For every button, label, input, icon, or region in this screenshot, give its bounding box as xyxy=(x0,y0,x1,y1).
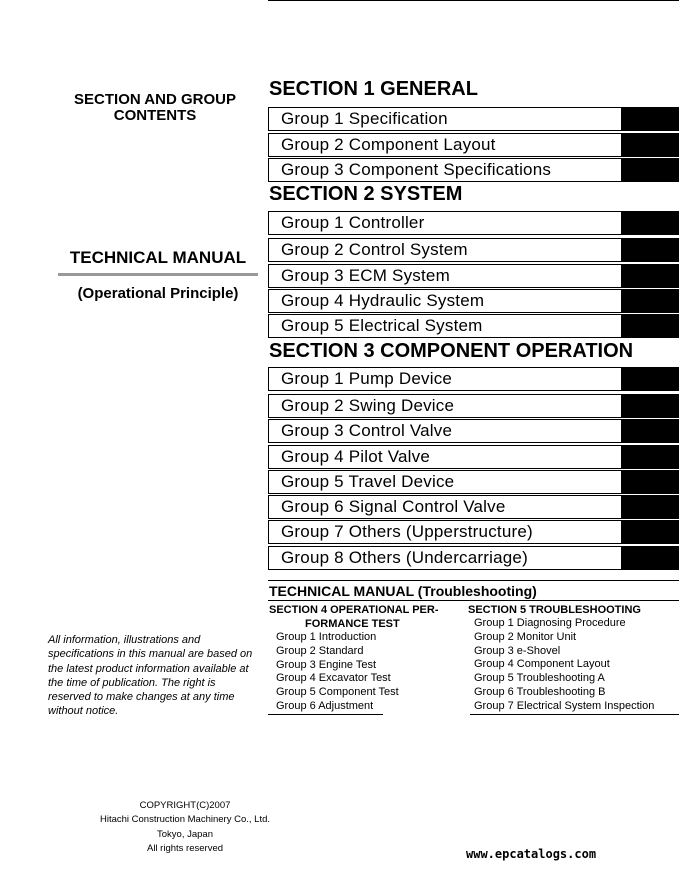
copyright-line: All rights reserved xyxy=(146,842,224,854)
thumb-tab xyxy=(621,211,679,235)
section-2-group-3[interactable] xyxy=(268,264,679,288)
group-label: Group 1 Pump Device xyxy=(281,369,453,388)
list-item[interactable]: Group 5 Component Test xyxy=(276,686,399,699)
group-label: Group 3 Control Valve xyxy=(281,421,453,440)
thumb-tab xyxy=(621,394,679,418)
section-4-heading-line2: FORMANCE TEST xyxy=(305,618,400,630)
copyright-block xyxy=(60,799,310,856)
contents-title-line1: SECTION AND GROUP xyxy=(74,91,236,108)
website-url[interactable]: www.epcatalogs.com xyxy=(466,847,597,861)
thumb-tab xyxy=(621,158,679,182)
disclaimer: All information, illustrations and specifications in this manual are based on the latest product information available at the time of publication. The right is reserved to make changes at any time without notice. xyxy=(48,634,253,718)
manual-title-rule xyxy=(58,273,258,276)
manual-title: TECHNICAL MANUAL xyxy=(69,248,247,267)
section-4-heading xyxy=(269,603,454,631)
group-label: Group 3 Component Specifications xyxy=(281,160,552,179)
thumb-tab xyxy=(621,238,679,262)
thumb-tab xyxy=(621,289,679,313)
manual-subtitle: (Operational Principle) xyxy=(77,285,239,302)
section-4-heading-line1: SECTION 4 OPERATIONAL PER- xyxy=(269,604,439,616)
section-3-group-4[interactable] xyxy=(268,445,679,469)
troubleshooting-top-rule xyxy=(268,580,679,581)
section-2-group-1[interactable] xyxy=(268,211,679,235)
copyright-line: Hitachi Construction Machinery Co., Ltd. xyxy=(99,814,271,826)
thumb-tab xyxy=(621,419,679,443)
group-label: Group 5 Electrical System xyxy=(281,316,483,335)
section-5-heading: SECTION 5 TROUBLESHOOTING xyxy=(468,604,641,616)
group-label: Group 8 Others (Undercarriage) xyxy=(281,548,528,567)
section-5-bottom-rule xyxy=(470,714,679,715)
list-item[interactable]: Group 4 Component Layout xyxy=(474,658,610,671)
thumb-tab xyxy=(621,520,679,544)
list-item[interactable]: Group 2 Standard xyxy=(276,644,364,657)
group-label: Group 1 Specification xyxy=(281,109,448,128)
section-4-bottom-rule xyxy=(268,714,383,715)
thumb-tab xyxy=(621,133,679,157)
thumb-tab xyxy=(621,445,679,469)
group-label: Group 3 ECM System xyxy=(281,266,450,285)
copyright-line: COPYRIGHT(C)2007 xyxy=(139,800,231,811)
thumb-tab xyxy=(621,314,679,338)
list-item[interactable]: Group 4 Excavator Test xyxy=(276,672,391,685)
list-item[interactable]: Group 7 Electrical System Inspection xyxy=(474,699,655,712)
top-rule xyxy=(268,0,679,1)
list-item[interactable]: Group 6 Adjustment xyxy=(276,699,374,712)
section-2-group-2[interactable] xyxy=(268,238,679,262)
group-label: Group 1 Controller xyxy=(281,213,425,232)
section-3-group-3[interactable] xyxy=(268,419,679,443)
group-label: Group 7 Others (Upperstructure) xyxy=(281,522,533,541)
thumb-tab xyxy=(621,495,679,519)
section-1-group-1[interactable] xyxy=(268,107,679,131)
section-3-group-8[interactable] xyxy=(268,546,679,570)
contents-title xyxy=(50,92,260,124)
section-3-group-5[interactable] xyxy=(268,470,679,494)
section-2-title: SECTION 2 SYSTEM xyxy=(269,183,463,205)
thumb-tab xyxy=(621,470,679,494)
troubleshooting-title-rule xyxy=(268,600,679,601)
section-2-group-4[interactable] xyxy=(268,289,679,313)
copyright-line: Tokyo, Japan xyxy=(157,828,213,840)
contents-title-line2: CONTENTS xyxy=(113,107,197,124)
thumb-tab xyxy=(621,367,679,391)
list-item[interactable]: Group 3 Engine Test xyxy=(276,658,377,671)
list-item[interactable]: Group 2 Monitor Unit xyxy=(474,630,577,643)
list-item[interactable]: Group 5 Troubleshooting A xyxy=(474,672,605,685)
thumb-tab xyxy=(621,546,679,570)
list-item[interactable]: Group 3 e-Shovel xyxy=(474,644,561,657)
group-label: Group 4 Hydraulic System xyxy=(281,291,485,310)
section-1-group-3[interactable] xyxy=(268,158,679,182)
section-3-title: SECTION 3 COMPONENT OPERATION xyxy=(269,340,634,362)
section-3-group-1[interactable] xyxy=(268,367,679,391)
section-2-group-5[interactable] xyxy=(268,314,679,338)
section-3-group-6[interactable] xyxy=(268,495,679,519)
list-item[interactable]: Group 1 Introduction xyxy=(276,631,377,643)
section-5-group-list xyxy=(474,617,654,714)
list-item[interactable]: Group 6 Troubleshooting B xyxy=(474,685,606,698)
group-label: Group 2 Control System xyxy=(281,240,468,259)
section-3-group-2[interactable] xyxy=(268,394,679,418)
group-label: Group 5 Travel Device xyxy=(281,472,455,491)
group-label: Group 6 Signal Control Valve xyxy=(281,497,506,516)
list-item[interactable]: Group 1 Diagnosing Procedure xyxy=(474,617,626,629)
group-label: Group 2 Component Layout xyxy=(281,135,496,154)
troubleshooting-title: TECHNICAL MANUAL (Troubleshooting) xyxy=(269,583,537,599)
section-3-group-7[interactable] xyxy=(268,520,679,544)
section-4-group-list xyxy=(276,631,399,714)
thumb-tab xyxy=(621,264,679,288)
section-1-title: SECTION 1 GENERAL xyxy=(269,78,478,100)
group-label: Group 4 Pilot Valve xyxy=(281,447,431,466)
thumb-tab xyxy=(621,107,679,131)
group-label: Group 2 Swing Device xyxy=(281,396,455,415)
section-1-group-2[interactable] xyxy=(268,133,679,157)
